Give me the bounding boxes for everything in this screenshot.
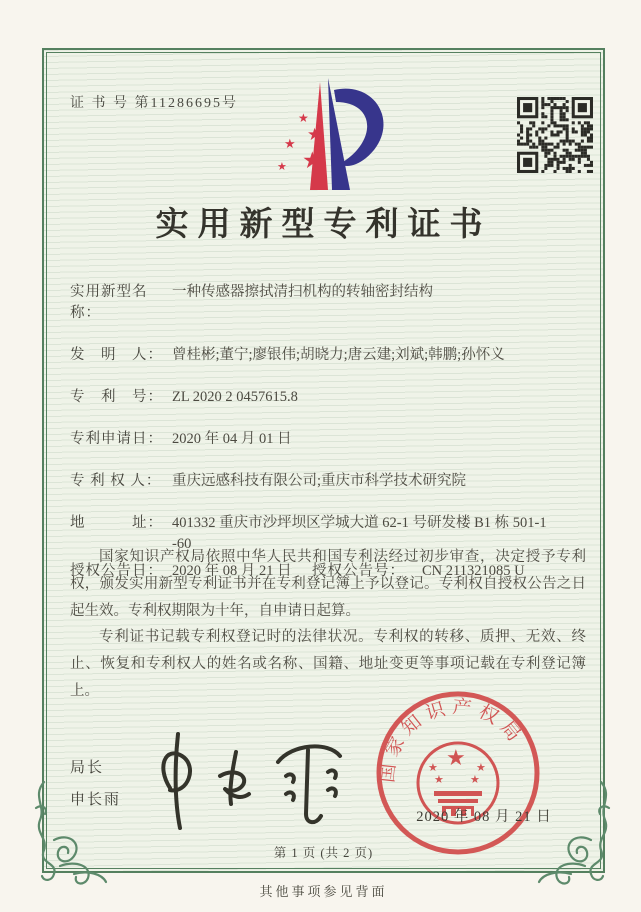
svg-text:★: ★ bbox=[428, 762, 438, 774]
cnipa-logo-icon bbox=[250, 76, 400, 198]
star-icon: ★ bbox=[302, 148, 323, 173]
legal-text bbox=[70, 544, 586, 705]
svg-text:★: ★ bbox=[476, 762, 486, 774]
director-title: 局长 bbox=[70, 760, 105, 776]
field-value: ZL 2020 2 0457615.8 bbox=[172, 389, 298, 406]
field-label: 地 址： bbox=[70, 515, 163, 532]
page-number: 第 1 页 (共 2 页) bbox=[273, 846, 374, 860]
certificate-sheet bbox=[42, 48, 605, 873]
field-utility-name bbox=[70, 282, 584, 324]
field-label: 专 利 号： bbox=[70, 389, 163, 406]
grant-number-label: 授权公告号： bbox=[312, 563, 405, 580]
certificate-title: 实用新型专利证书 bbox=[155, 207, 492, 243]
svg-text:★: ★ bbox=[434, 774, 444, 786]
star-icon: ★ bbox=[277, 161, 287, 173]
qr-code bbox=[517, 97, 593, 173]
seal-arc-text: 国家知识产权局 bbox=[377, 696, 528, 784]
field-value: 重庆远感科技有限公司;重庆市科学技术研究院 bbox=[172, 473, 467, 490]
svg-text:★: ★ bbox=[446, 745, 466, 770]
certificate-number: 证 书 号 第11286695号 bbox=[70, 96, 238, 111]
director-signature bbox=[136, 728, 376, 833]
grant-date-value: 2020 年 08 月 21 日 bbox=[172, 563, 292, 580]
director-name: 申长雨 bbox=[70, 791, 122, 808]
field-patent-number bbox=[70, 387, 584, 408]
legal-paragraph-2: 专利证书记载专利权登记时的法律状况。专利权的转移、质押、无效、终止、恢复和专利权人的姓名或名称、国籍、地址变更等事项记载在专利登记簿上。 bbox=[70, 629, 586, 700]
field-label: 发 明 人： bbox=[70, 347, 163, 364]
corner-flourish-icon bbox=[30, 778, 110, 888]
field-value: 曾桂彬;董宁;廖银伟;胡晓力;唐云建;刘斌;韩鹏;孙怀义 bbox=[172, 347, 505, 364]
address-line-1: 401332 重庆市沙坪坝区学城大道 62-1 号研发楼 B1 栋 501-1 bbox=[172, 515, 547, 532]
star-icon: ★ bbox=[307, 125, 323, 144]
back-side-note: 其他事项参见背面 bbox=[259, 884, 388, 899]
field-inventors bbox=[70, 345, 584, 366]
address-line-2: -60 bbox=[172, 536, 192, 553]
field-value: 2020 年 04 月 01 日 bbox=[172, 431, 292, 448]
field-label: 专 利 权 人： bbox=[70, 473, 162, 490]
grant-date-label: 授权公告日： bbox=[70, 563, 163, 580]
field-value: 一种传感器擦拭清扫机构的转轴密封结构 bbox=[172, 284, 433, 300]
field-patentee bbox=[70, 471, 584, 492]
legal-paragraph-1: 国家知识产权局依照中华人民共和国专利法经过初步审查，决定授予专利权，颁发实用新型专利证书并在专利登记簿上予以登记。专利权自授权公告之日起生效。专利权期限为十年，自申请日起算。 bbox=[70, 549, 586, 619]
corner-flourish-icon bbox=[535, 778, 615, 888]
field-filing-date bbox=[70, 429, 584, 450]
field-label: 专利申请日： bbox=[70, 431, 163, 448]
star-icon: ★ bbox=[284, 136, 296, 151]
grant-number-value: CN 211321085 U bbox=[422, 563, 525, 580]
svg-text:★: ★ bbox=[470, 774, 480, 786]
official-seal bbox=[372, 687, 544, 859]
seal-date: 2020 年 08 月 21 日 bbox=[416, 809, 552, 825]
field-label: 实用新型名称： bbox=[70, 284, 148, 322]
star-icon: ★ bbox=[298, 111, 309, 125]
